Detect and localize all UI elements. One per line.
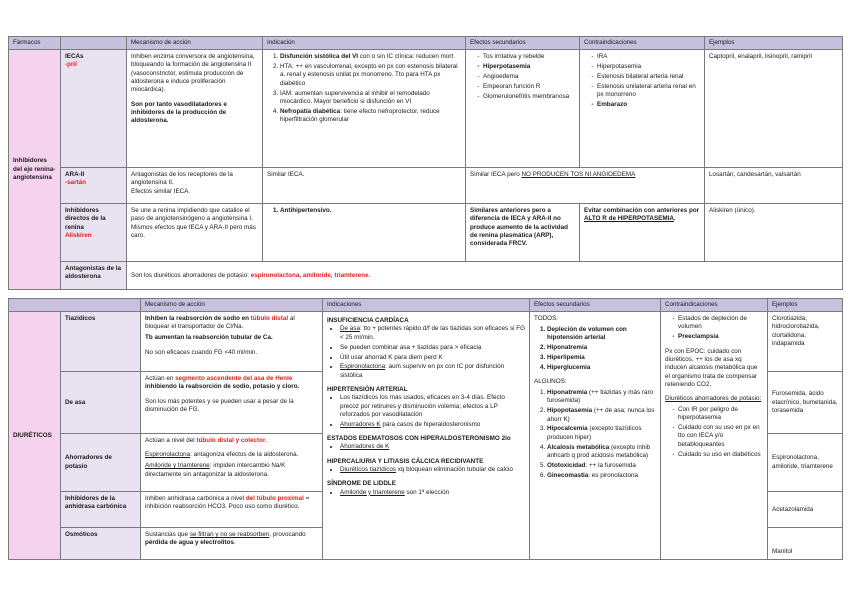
header-blank: [61, 37, 127, 50]
renina-contra: Evitar combinación con anteriores por ALTO R de HIPERPOTASEMIA.: [580, 204, 705, 262]
contra-item: - Estados de depleción de volumen: [678, 315, 763, 332]
efecto-algunos-item: 4. Alcalosis metabólica (excepto inhib anhcarb q prod acidosis metabólica): [547, 444, 656, 461]
ind-hta-item: • Ahorradores K para casos de hiperaldosteronismo: [340, 421, 525, 429]
ind-ic-item: • Espironolactona: aum superviv en px con IC por disfunción sistólica: [340, 363, 525, 380]
efecto-todos-item: 3. Hiperlipemia: [547, 354, 656, 362]
efecto-todos-item: 2. Hiponatremia: [547, 344, 656, 352]
efecto-algunos-item: 1. Hiponatremia (++ tiazidas y más raro furosemida): [547, 389, 656, 406]
ieca-contra-item: - Hiperpotasemia: [597, 63, 700, 71]
ieca-ind-item: 2. HTA: ++ en vasculorrenal, excepto en px con estenosis bilateral a. renal y estenosis unilat px monorreno. Tto para HTA px diabético: [280, 63, 461, 88]
contra-ahorr-item: - Cuidado con su uso en px en tto con IECA y/o betabloqueantes: [678, 424, 763, 449]
ara-ejemplos: Losartán, candesartán, valsartán: [705, 168, 843, 204]
diureticos-contra: [661, 312, 768, 560]
header-efectos: Efectos secundarios: [466, 37, 580, 50]
header-contra-2: Contraindicaciones: [661, 299, 768, 312]
raas-header-row: [9, 37, 843, 50]
row-tiazidicos: [9, 312, 843, 372]
contra-epoc: Px con EPOC: cuidado con diuréticos, ++ los de asa xq inducen alcalosis metabólica que el organismo trata de compensar reteniendo CO2.: [665, 347, 758, 388]
efecto-algunos-item: 3. Hipocalcemia (excepto tiazídicos producen hiper): [547, 425, 656, 442]
raas-table: [8, 36, 843, 290]
diureticos-indicaciones: INSUFICIENCIA CARDÍACA • De asa: tto + potentes rápido d/f de las tiazidas son eficaces si FG < 25 ml/min. • Se pueden combinar asa + tiazidas para > eficacia • Útil usar ahorrad K para diem perd K • Espironolactona: aum superviv en px con IC por disfunción sistólica HIPERTENSIÓN ARTERIAL • Los tiazídicos los más usados, eficaces en 3-4 días. Efecto precoz por retiruires y disminución volemia; efectos a LP reforzados por vasodilatación • Ahorradores K para casos de hiperaldosteronismo ESTADOS EDEMATOSOS CON HIPERALDOSTERONISMO 2io • Ahorradores de K HIPERCALIURIA Y LITIASIS CÁLCICA RECIDIVANTE • Diuréticos tiazídicos xq bloquean eliminación tubular de calcio SÍNDROME DE LIDDLE • Amiloride y triamterene son 1ª elección: [323, 312, 530, 560]
ara-indicacion: Similar IECA.: [263, 168, 466, 204]
ind-liddle-item: • Amiloride y triamterene son 1ª elección: [340, 489, 525, 497]
drug-name-ieca: [61, 50, 127, 168]
ieca-efectos: [466, 50, 580, 168]
asa-mecanismo: Actúan en segmento ascendente del asa de Henle inhibiendo la reabsorción de sodio, potasio y cloro. Son los más potentes y se pueden usar a pesar de la disminución de FG.: [141, 372, 323, 434]
diureticos-efectos: TODOS: 1. Depleción de volumen con hipotensión arterial 2. Hiponatremia 3. Hiperlipemia 4. Hiperglucemia ALGUNOS: 1. Hiponatremia (++ tiazidas y más raro furosemida) 2. Hipopotasemia (++ de asa; nunca los ahorr K) 3. Hipocalcemia (excepto tiazídicos producen hiper) 4. Alcalosis metabólica (excepto inhib anhcarb q prod acidosis metabólica) 5. Ototoxicidad: ++ la furosemida 6. Ginecomastia: es pironolactona: [530, 312, 661, 560]
ieca-name: IECAs: [65, 53, 84, 61]
row-renina: [9, 204, 843, 262]
row-ieca: [9, 50, 843, 168]
renina-drug: Aliskiren: [65, 232, 92, 240]
drug-name-anhidrasa: Inhibidores de la anhidrasa carbónica: [61, 492, 141, 528]
ind-edema-item: • Ahorradores de K: [340, 443, 525, 451]
ind-ic-item: • Se pueden combinar asa + tiazidas para > eficacia: [340, 344, 525, 352]
header-indicaciones: Indicaciones: [323, 299, 530, 312]
drug-name-renina: [61, 204, 127, 262]
ieca-contra-item: - Estenosis unilateral arteria renal en px monorreno: [597, 83, 700, 100]
header-mecanismo: Mecanismo de acción: [127, 37, 263, 50]
ara-suffix: -sartán: [65, 179, 86, 187]
row-ara: [9, 168, 843, 204]
diur-header-row: [9, 299, 843, 312]
ieca-efecto-item: - Glomerulonefritis membranosa: [483, 93, 575, 101]
ieca-efecto-item: - Hiperpotasemia: [483, 63, 575, 71]
renina-indicacion: 1. Antihipertensivo.: [263, 204, 466, 262]
drug-name-ara: [61, 168, 127, 204]
anhidrasa-mecanismo: Inhiben anhidrasa carbónica a nivel del túbulo proximal = inhibición reabsorción HCO3. Poco uso como diurético.: [141, 492, 323, 528]
ahorradores-ejemplos: Espironolactona, amiloride, triamterene: [768, 434, 843, 492]
ieca-mec-p1: Inhiben enzima conversora de angiotensina, bloqueando la formación de angiotensina II (vasoconstrictor, estimula producción de aldosterona e induce proliferación miocárdica).: [131, 53, 255, 94]
header-mecanismo-2: Mecanismo de acción: [141, 299, 323, 312]
efecto-algunos-item: 5. Ototoxicidad: ++ la furosemida: [547, 462, 656, 470]
ara-name: ARA-II: [65, 171, 85, 179]
efecto-algunos-item: 6. Ginecomastia: es pironolactona: [547, 472, 656, 480]
diureticos-table: [8, 298, 843, 560]
tiazidicos-mecanismo: Inhiben la reabsorción de sodio en túbulo distal al bloquear el transportador de Cl/Na. Tb aumentan la reabsorción tubular de Ca. No son eficaces cuando FG <40 ml/min.: [141, 312, 323, 372]
ara-efectos: Similar IECA pero NO PRODUCEN TOS NI ANGIOEDEMA: [466, 168, 705, 204]
ahorradores-mecanismo: Actúan a nivel del túbulo distal y colector. Espironolactona: antagoniza efectos de la aldosterona. Amiloride y triamterene: impiden intercambio Na/K directamente sin antagonizar la aldosterona.: [141, 434, 323, 492]
contra-ahorr-item: - Cuidado su uso en diabéticos: [678, 451, 763, 459]
renina-mecanismo: Se une a renina impidiendo que catalice el paso de angiotensinógeno a angiotensina I. Mismos efectos que IECA y ARA-II pero más caro.: [127, 204, 263, 262]
drug-name-ahorradores: Ahorradores de potasio: [61, 434, 141, 492]
ieca-mecanismo: [127, 50, 263, 168]
header-ejemplos: Ejemplos: [705, 37, 843, 50]
ind-hcal-item: • Diuréticos tiazídicos xq bloquean eliminación tubular de calcio: [340, 466, 525, 474]
efecto-todos-item: 1. Depleción de volumen con hipotensión arterial: [547, 326, 656, 343]
tiazidicos-ejemplos: Clorotiazida, hidroclorotiazida, clortalidona, indapamida: [768, 312, 843, 372]
ieca-indicacion: [263, 50, 466, 168]
ind-ic-item: • Útil usar ahorrad K para diem perd K: [340, 354, 525, 362]
asa-ejemplos: Furosemida, ácido etacrínico, bumetanida, torasemida: [768, 372, 843, 434]
efecto-todos-item: 4. Hiperglucemia: [547, 364, 656, 372]
anhidrasa-ejemplos: Acetazolamida: [768, 492, 843, 528]
category-diureticos: DIURÉTICOS: [9, 312, 61, 560]
contra-ahorr-title: Diuréticos ahorradores de potasio:: [665, 395, 762, 403]
ieca-contra: [580, 50, 705, 168]
drug-name-osmoticos: Osmóticos: [61, 528, 141, 560]
header-blank-2: [9, 299, 141, 312]
drug-name-asa: De asa: [61, 372, 141, 434]
renina-ejemplos: Aliskiren (único).: [705, 204, 843, 262]
drug-name-aldo: Antagonistas de la aldosterona: [61, 262, 127, 290]
osmoticos-ejemplos: Manitol: [768, 528, 843, 560]
ieca-contra-item: - Embarazo: [597, 101, 700, 109]
efecto-algunos-item: 2. Hipopotasemia (++ de asa; nunca los ahorr K): [547, 407, 656, 424]
ieca-mec-p2: Son por tanto vasodilatadores e inhibidores de la producción de aldosterona.: [131, 100, 227, 125]
osmoticos-mecanismo: Sustancias que se filtran y no se reabsorben, provocando pérdida de agua y electrolitos.: [141, 528, 323, 560]
contra-item: - Preeclampsia: [678, 333, 763, 341]
header-farmacos: Fármacos: [9, 37, 61, 50]
contra-ahorr-item: - Con IR por peligro de hiperpotasemia: [678, 406, 763, 423]
ara-mecanismo: Antagonistas de los receptores de la angiotensina II. Efectos similar IECA.: [127, 168, 263, 204]
ieca-ind-item: 1. Disfunción sistólica del VI con o sin IC clínica: reducen mort: [280, 53, 461, 61]
aldo-text: Son los diuréticos ahorradores de potasio: espironolactona, amiloride, triamterene.: [127, 262, 843, 290]
ind-hta-item: • Los tiazídicos los más usados, eficaces en 3-4 días. Efecto precoz por retiruires y disminución volemia; efectos a LP reforzados por vasodilatación: [340, 394, 525, 419]
header-ejemplos-2: Ejemplos: [768, 299, 843, 312]
header-indicacion: Indicación: [263, 37, 466, 50]
ind-ic-item: • De asa: tto + potentes rápido d/f de las tiazidas son eficaces si FG < 25 ml/min.: [340, 325, 525, 342]
ieca-contra-item: - IRA: [597, 53, 700, 61]
row-aldo: [9, 262, 843, 290]
ieca-ind-item: 4. Nefropatía diabética: tiene efecto nefroprotector, reduce hiperfiltración glomerular: [280, 108, 461, 125]
ieca-suffix: -pril: [65, 61, 77, 69]
header-contra: Contraindicaciones: [580, 37, 705, 50]
category-raas: Inhibidores del eje renina-angiotensina: [9, 50, 61, 290]
ieca-efecto-item: - Tos irritativa y rebelde: [483, 53, 575, 61]
ieca-ejemplos: Captopril, enalapril, lisinopril, ramipril: [705, 50, 843, 168]
renina-name: Inhibidores directos de la renina: [65, 207, 106, 231]
ieca-efecto-item: - Angioedema: [483, 73, 575, 81]
renina-efectos: Similares anteriores pero a diferencia de IECA y ARA-II no produce aumento de la actividad de renina plasmática (ARP), considerada FRCV.: [466, 204, 580, 262]
ieca-ind-item: 3. IAM: aumentan supervivencia al inhibir el remodelado miocárdico. Mayor beneficio si disfunción en VI: [280, 90, 461, 107]
drug-name-tiazidicos: Tiazídicos: [61, 312, 141, 372]
ieca-efecto-item: - Empeoran función R: [483, 83, 575, 91]
header-efectos-2: Efectos secundarios: [530, 299, 661, 312]
ieca-contra-item: - Estenosis bilateral arteria renal: [597, 73, 700, 81]
